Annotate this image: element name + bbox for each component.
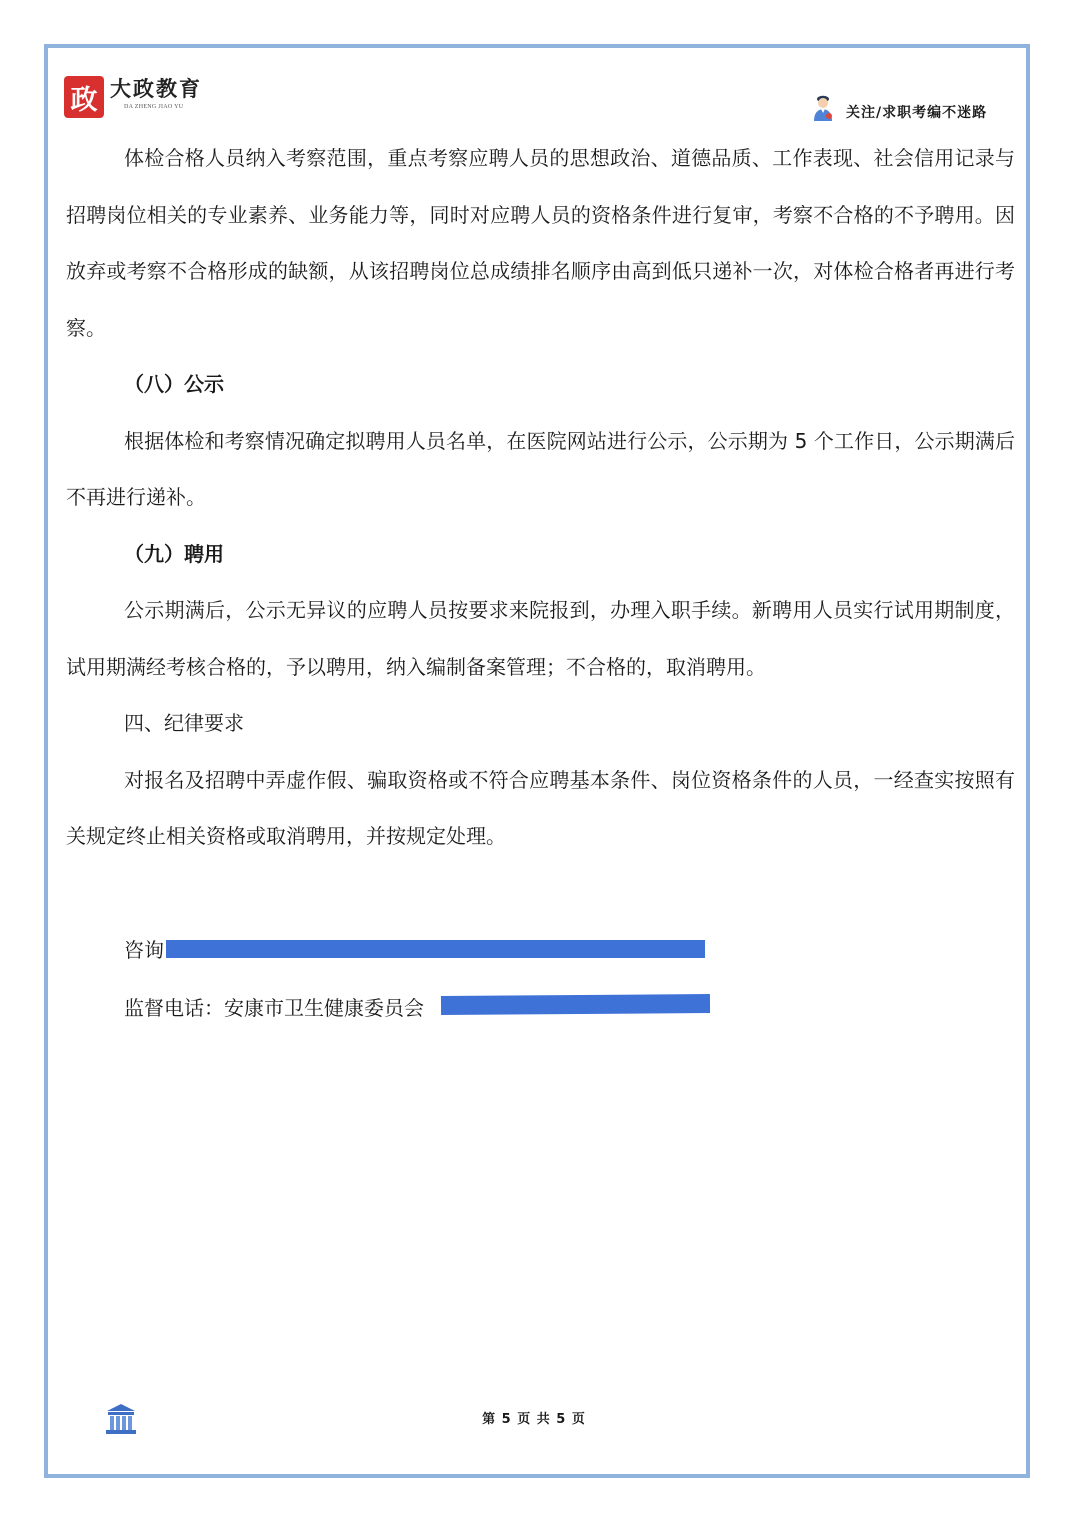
person-avatar-icon bbox=[812, 92, 834, 122]
slogan-text: 关注/求职考编不迷路 bbox=[846, 105, 988, 121]
supervise-label: 监督电话：安康市卫生健康委员会 bbox=[124, 996, 424, 1020]
heading-employment: （九）聘用 bbox=[124, 541, 224, 566]
logo-title: 大政教育 bbox=[110, 76, 202, 101]
logo-subtitle: DA ZHENG JIAO YU bbox=[124, 104, 184, 110]
paragraph-employment: 公示期满后，公示无异议的应聘人员按要求来院报到，办理入职手续。新聘用人员实行试用期制度，试用期满经考核合格的，予以聘用，纳入编制备案管理；不合格的，取消聘用。 bbox=[66, 598, 1015, 679]
supervise-phone-line bbox=[124, 993, 424, 1023]
header-slogan bbox=[812, 92, 987, 122]
consult-phone-line bbox=[124, 935, 164, 965]
logo-wordmark bbox=[110, 76, 202, 110]
consult-label: 咨询 bbox=[124, 938, 164, 962]
page-number: 第 5 页 共 5 页 bbox=[482, 1412, 586, 1427]
logo-mark: 政 bbox=[64, 76, 104, 118]
document-body bbox=[66, 130, 1015, 865]
redaction-bar-supervise bbox=[441, 994, 710, 1015]
paragraph-inspection: 体检合格人员纳入考察范围，重点考察应聘人员的思想政治、道德品质、工作表现、社会信用记录与招聘岗位相关的专业素养、业务能力等，同时对应聘人员的资格条件进行复审，考察不合格的不予聘用。因放弃或考察不合格形成的缺额，从该招聘岗位总成绩排名顺序由高到低只递补一次，对体检合格者再进行考察。 bbox=[66, 146, 1015, 340]
paragraph-discipline: 对报名及招聘中弄虚作假、骗取资格或不符合应聘基本条件、岗位资格条件的人员，一经查实按照有关规定终止相关资格或取消聘用，并按规定处理。 bbox=[66, 767, 1015, 848]
brand-logo bbox=[64, 76, 202, 118]
heading-publicity: （八）公示 bbox=[124, 372, 224, 396]
paragraph-publicity: 根据体检和考察情况确定拟聘用人员名单，在医院网站进行公示，公示期为 5 个工作日，公示期满后不再进行递补。 bbox=[66, 428, 1015, 509]
heading-discipline: 四、纪律要求 bbox=[124, 711, 244, 735]
redaction-bar-consult bbox=[166, 940, 705, 958]
